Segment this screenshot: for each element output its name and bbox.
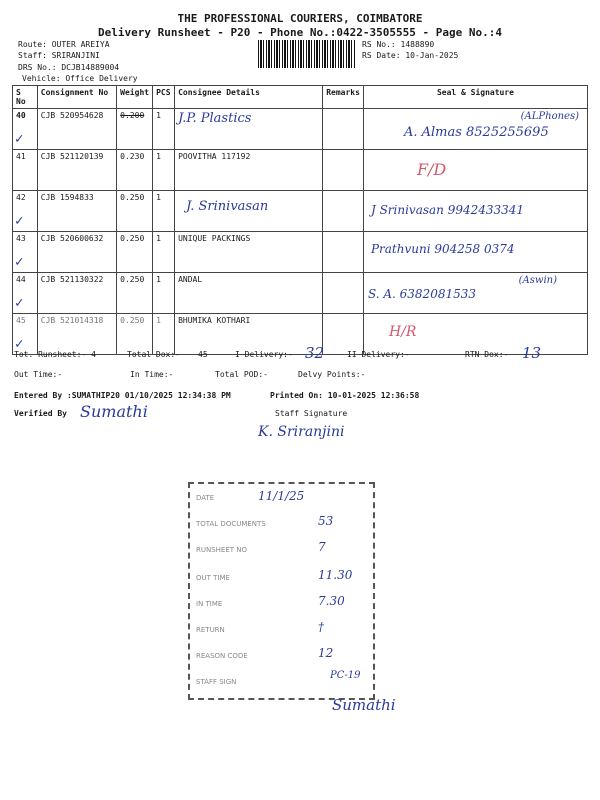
delvy-points: Delvy Points:- [298, 370, 366, 379]
table-row [13, 109, 588, 150]
cell-consignee: ANDAL [175, 273, 323, 314]
verified-signature: Sumathi [80, 402, 148, 421]
col-weight: Weight [117, 86, 153, 109]
table-row [13, 273, 588, 314]
rtn-dox-label: RTN Dox:- [465, 350, 509, 359]
stamp-value: 7.30 [318, 594, 345, 608]
cell-sno: 41 [13, 150, 38, 191]
cell-consignment: CJB 520600632 [37, 232, 116, 273]
cell-weight: 0.250 [117, 232, 153, 273]
stamp-value: 11.30 [318, 568, 353, 582]
cell-remarks [323, 314, 364, 355]
table-row [13, 314, 588, 355]
col-consignee: Consignee Details [175, 86, 323, 109]
runsheet-table [12, 85, 588, 355]
cell-signature [363, 109, 587, 150]
cell-weight: 0.250 [117, 273, 153, 314]
tick-mark-icon: ✓ [15, 213, 24, 229]
table-row [13, 150, 588, 191]
cell-consignee: UNIQUE PACKINGS [175, 232, 323, 273]
barcode [258, 40, 356, 68]
cell-pcs: 1 [153, 273, 175, 314]
cell-signature [363, 232, 587, 273]
sig-note: (ALPhones) [520, 111, 579, 122]
printed-on: Printed On: 10-01-2025 12:36:58 [270, 391, 420, 400]
stamp-label: STAFF SIGN [196, 678, 237, 686]
staff-signature-label: Staff Signature [275, 409, 348, 418]
tick-mark-icon: ✓ [15, 131, 24, 147]
cell-consignment: CJB 521130322 [37, 273, 116, 314]
stamp-value: 12 [318, 646, 334, 660]
handwritten-signature: S. A. 6382081533 [367, 287, 477, 301]
stamp-value: PC-19 [330, 670, 361, 681]
stamp-value: 7 [318, 540, 326, 554]
cell-pcs: 1 [153, 109, 175, 150]
rs-no: RS No.: 1488890 [362, 40, 435, 49]
ii-delivery-label: II Delivery:- [347, 350, 410, 359]
rs-date: RS Date: 10-Jan-2025 [362, 51, 459, 60]
cell-weight: 0.200 [117, 109, 153, 150]
col-signature: Seal & Signature [363, 86, 587, 109]
in-time: In Time:- [130, 370, 174, 379]
col-pcs: PCS [153, 86, 175, 109]
stamp-label: DATE [196, 494, 215, 502]
i-delivery-label: I Delivery:- [235, 350, 293, 359]
cell-consignee: BHUMIKA KOTHARI [175, 314, 323, 355]
stamp-bottom-signature: Sumathi [332, 696, 396, 714]
col-sno: S No [13, 86, 38, 109]
stamp-label: TOTAL DOCUMENTS [196, 520, 266, 528]
drs-no: DRS No.: DCJB14889004 [18, 63, 120, 72]
cell-consignee [175, 191, 323, 232]
office-stamp [188, 482, 375, 700]
runsheet-subtitle: Delivery Runsheet - P20 - Phone No.:0422-3505555 - Page No.:4 [98, 26, 502, 39]
stamp-label: REASON CODE [196, 652, 248, 660]
handwritten-signature: H/R [388, 324, 417, 340]
vehicle: Vehicle: Office Delivery [22, 74, 138, 83]
sig-note: (Aswin) [518, 275, 557, 286]
stamp-value: † [318, 620, 324, 634]
route: Route: OUTER AREIYA [18, 40, 110, 49]
table-row [13, 232, 588, 273]
cell-remarks [323, 109, 364, 150]
cell-sno: 40 ✓ [13, 109, 38, 150]
company-title: THE PROFESSIONAL COURIERS, COIMBATORE [177, 12, 423, 25]
handwritten-signature: J Srinivasan 9942433341 [370, 203, 525, 217]
cell-consignee: POOVITHA 117192 [175, 150, 323, 191]
cell-sno: 45 ✓ [13, 314, 38, 355]
verified-by-label: Verified By [14, 409, 67, 418]
handwritten-signature: Prathvuni 904258 0374 [370, 242, 515, 256]
cell-pcs: 1 [153, 191, 175, 232]
cell-pcs: 1 [153, 232, 175, 273]
stamp-label: IN TIME [196, 600, 223, 608]
cell-remarks [323, 273, 364, 314]
stamp-label: OUT TIME [196, 574, 230, 582]
stamp-value: 11/1/25 [258, 489, 305, 503]
tick-mark-icon: ✓ [15, 295, 24, 311]
cell-weight: 0.250 [117, 191, 153, 232]
i-delivery-value: 32 [305, 344, 325, 362]
table-header [13, 86, 588, 109]
cell-sno: 44 ✓ [13, 273, 38, 314]
tick-mark-icon: ✓ [15, 336, 24, 352]
stamp-label: RUNSHEET NO [196, 546, 248, 554]
cell-consignment: CJB 520954628 [37, 109, 116, 150]
cell-sno: 43 ✓ [13, 232, 38, 273]
rtn-dox-value: 13 [522, 344, 542, 362]
cell-consignment: CJB 521014318 [37, 314, 116, 355]
entered-by: Entered By :SUMATHIP20 01/10/2025 12:34:38 PM [14, 391, 231, 400]
cell-weight: 0.250 [117, 314, 153, 355]
cell-signature [363, 314, 587, 355]
cell-weight: 0.230 [117, 150, 153, 191]
cell-remarks [323, 150, 364, 191]
cell-signature [363, 150, 587, 191]
cell-consignee [175, 109, 323, 150]
cell-remarks [323, 191, 364, 232]
col-remarks: Remarks [323, 86, 364, 109]
cell-signature [363, 273, 587, 314]
tot-runsheet: Tot. Runsheet:- 4 [14, 350, 96, 359]
col-consignment: Consignment No [37, 86, 116, 109]
staff: Staff: SRIRANJINI [18, 51, 100, 60]
cell-signature [363, 191, 587, 232]
handwritten-consignee: J.P. Plastics [178, 111, 252, 126]
cell-pcs: 1 [153, 150, 175, 191]
total-dox-value: 45 [198, 350, 208, 359]
cell-pcs: 1 [153, 314, 175, 355]
staff-signature: K. Sriranjini [258, 424, 345, 440]
table-row [13, 191, 588, 232]
total-pod: Total POD:- [215, 370, 268, 379]
tick-mark-icon: ✓ [15, 254, 24, 270]
cell-remarks [323, 232, 364, 273]
cell-consignment: CJB 521120139 [37, 150, 116, 191]
stamp-value: 53 [318, 514, 334, 528]
total-dox-label: Total Dox:- [127, 350, 180, 359]
out-time: Out Time:- [14, 370, 63, 379]
handwritten-consignee: J. Srinivasan [186, 199, 269, 214]
cell-sno: 42 ✓ [13, 191, 38, 232]
cell-consignment: CJB 1594833 [37, 191, 116, 232]
handwritten-signature: A. Almas 8525255695 [403, 125, 549, 140]
handwritten-signature: F/D [416, 160, 447, 179]
stamp-label: RETURN [196, 626, 225, 634]
